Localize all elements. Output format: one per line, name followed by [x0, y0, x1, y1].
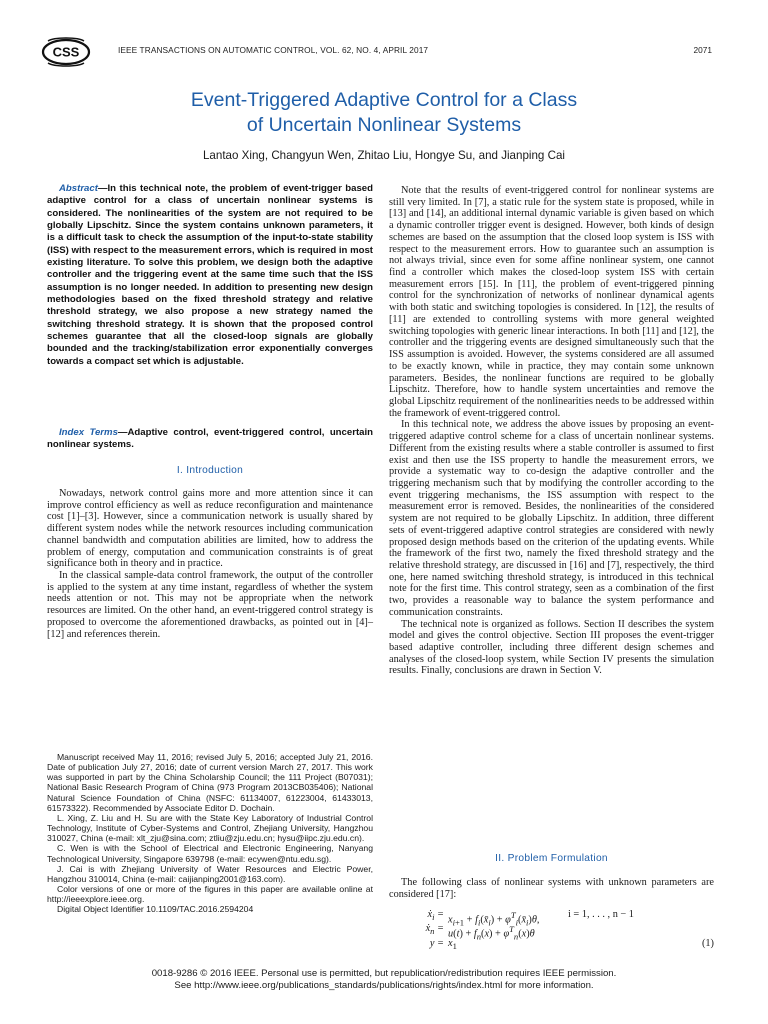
- footnote-paragraph: C. Wen is with the School of Electrical and Electronic Engineering, Nanyang Technological University, Singapore 639798 (e-mail: ecywen@ntu.edu.sg).: [47, 843, 373, 864]
- css-society-logo: [40, 37, 92, 67]
- intro-paragraph: Nowadays, network control gains more and more attention since it can improve control efficiency as well as reduce reconfiguration and maintenance cost [1]–[3]. However, since a communication network is usually shared by different system nodes while the network resources including communication channel bandwidth and computation abilities are limited, how to address the problem of energy, computation and communication constraints is of great significance both in theory and in practice.: [47, 488, 373, 570]
- intro-paragraph: In the classical sample-data control framework, the output of the controller is applied to the system at any time instant, regardless of whether the system needs attention or not. This may not be appropriate when the network resources are limited. On the other hand, an event-triggered control strategy is proposed to overcome the aforementioned drawbacks, as pointed out in [4]–[12] and references therein.: [47, 570, 373, 640]
- page-number: 2071: [693, 45, 712, 55]
- body-paragraph: In this technical note, we address the above issues by proposing an event-triggered adaptive control scheme for a class of uncertain nonlinear systems. Different from the existing results where a stable controller is assumed to first exist and then use the ISS property to handle the measurement errors, we provide a systematic way to co-design the adaptive controller and the triggering mechanism such that by modifying the controller according to the event triggering mechanisms, the ISS assumption with respect to the measurement error is removed. Besides, the nonlinearities of the considered system are not required to be globally Lipschitz. In addition, three different sets of event-triggered adaptive control strategies are considered with newly proposed design methods based on the criterion of the updating events. While the framework of the first two, namely the fixed threshold strategy and the relative threshold strategy, are discussed in [16] and [7], respectively, the third one, here named switching threshold strategy, is introduced in this technical note for the first time. This control strategy, seen as a combination of the first two, provides a reasonable way to balance the system performance and communication constraints.: [389, 419, 714, 618]
- index-terms: [47, 427, 373, 452]
- section-heading-introduction: I. Introduction: [176, 465, 244, 476]
- equation-line: ẋ$_n$ = $u(t) + f_n(x) + \varphi^T_n(x)\theta$: [425, 923, 535, 942]
- index-terms-label: Index Terms: [59, 427, 118, 438]
- problem-formulation-intro: [389, 877, 714, 900]
- footnote-paragraph: Manuscript received May 11, 2016; revised July 5, 2016; accepted July 21, 2016. Date of publication July 27, 2016; date of current version March 27, 2017. This work was supported in part by the China Scholarship Council; the 111 Project (B07031); National Basic Research Program of China (973 Program 2013CB035406); National Natural Science Foundation of China (NSFC: 61134007, 61223004, 61433013, 61573322). Recommended by Associate Editor D. Dochain.: [47, 752, 373, 813]
- title-line-1: Event-Triggered Adaptive Control for a Class: [190, 89, 578, 111]
- first-page-footnote: [47, 752, 373, 915]
- body-paragraph: The technical note is organized as follows. Section II describes the system model and gives the control objective. Section III proposes the event-trigger based adaptive controller, including three different design schemes and analyses of the closed-loop system, while Section IV presents the simulation results. Finally, conclusions are drawn in Section V.: [389, 618, 714, 677]
- copyright-line: 0018-9286 © 2016 IEEE. Personal use is permitted, but republication/redistribution requires IEEE permission.: [151, 968, 617, 979]
- right-column-body: [389, 185, 714, 677]
- equation-line: ẋ$_i$ = $x_{i+1}$ + $f_i(x̄_i)$ + $\varphi^T_i(x̄_i)\theta$, i = 1, . . . , n − 1: [427, 909, 634, 928]
- equation-1: [389, 908, 714, 951]
- footnote-paragraph: Color versions of one or more of the figures in this paper are available online at http://ieeexplore.ieee.org.: [47, 884, 373, 905]
- body-paragraph: Note that the results of event-triggered control for nonlinear systems are still very limited. In [7], a static rule for the system state is proposed, while in [13] and [14], an additional internal dynamic variable is given based on which a dynamic controller trigger event is designed. However, both kinds of design schemes are based on the assumption that the closed loop system is ISS with respect to the measurement errors. How to guarantee such an assumption is not always trivial, since even for some affine nonlinear system, one cannot find a controller which makes the closed-loop system ISS with certain measurement errors [15]. In [11], the problem of event-triggered pinning control for the synchronization of networks of nonlinear dynamical agents with both static and switching topologies is considered. In [12], the results of [11] are extended to controlling systems with more general weighted switching topologies with generic linear interactions. In both [11] and [12], the controller and the triggering events are designed simultaneously such that the ISS assumption is avoided. However, the systems considered are all assumed to be exactly known, while in practice, they may contain some unknown parameters. Besides, the nonlinear functions are required to be globally Lipschitz. Therefore, how to handle system uncertainties and remove the global Lipschitz requirement of the nonlinearities needs to be addressed within the framework of event-triggered control.: [389, 185, 714, 419]
- author-list: Lantao Xing, Changyun Wen, Zhitao Liu, Hongye Su, and Jianping Cai: [202, 149, 565, 162]
- svg-text:CSS: CSS: [52, 44, 80, 60]
- paper-title: [0, 88, 768, 138]
- copyright-notice: [0, 968, 768, 993]
- running-head: IEEE TRANSACTIONS ON AUTOMATIC CONTROL, VOL. 62, NO. 4, APRIL 2017: [118, 45, 429, 55]
- equation-number: (1): [701, 937, 714, 949]
- title-line-2: of Uncertain Nonlinear Systems: [246, 114, 522, 136]
- abstract-text: —In this technical note, the problem of event-trigger based adaptive control for a class of uncertain nonlinear systems is considered. The nonlinearities of the system are not required to be globally Lipschitz. Since the system contains unknown parameters, it is a difficult task to check the assumption of the input-to-state stability (ISS) with respect to the measurement errors, which is required in most existing literature. To solve this problem, we design both the adaptive controller and the triggering event at the same time such that the ISS assumption is no longer needed. In addition to presenting new design methodologies based on the fixed threshold strategy and relative threshold strategy, we also propose a new strategy named the switching threshold strategy. It is shown that the proposed control schemes guarantee that all the closed-loop signals are globally bounded and the tracking/stabilization error exponentially converges towards a compact set which is adjustable.: [47, 183, 373, 367]
- introduction-body: [47, 488, 373, 640]
- abstract: [47, 183, 373, 368]
- abstract-label: Abstract: [59, 183, 98, 194]
- footnote-paragraph: J. Cai is with Zhejiang University of Water Resources and Electric Power, Hangzhou 310014, China (e-mail: caijianping2001@163.com).: [47, 863, 373, 884]
- body-paragraph: The following class of nonlinear systems with unknown parameters are considered [17]:: [389, 877, 714, 900]
- footnote-paragraph: Digital Object Identifier 10.1109/TAC.2016.2594204: [57, 904, 254, 915]
- section-heading-problem-formulation: II. Problem Formulation: [495, 853, 608, 864]
- equation-condition: i = 1, . . . , n − 1: [568, 909, 634, 920]
- copyright-link-line[interactable]: See http://www.ieee.org/publications_standards/publications/rights/index.html for more information.: [174, 980, 594, 992]
- index-terms-text: —Adaptive control, event-triggered control, uncertain nonlinear systems.: [47, 427, 373, 451]
- equation-line: y = $x_1$ (1): [429, 937, 714, 951]
- footnote-paragraph: L. Xing, Z. Liu and H. Su are with the State Key Laboratory of Industrial Control Technology, Institute of Cyber-Systems and Control, Zhejiang University, Hangzhou 310027, China (e-mail: xlt_zju@sina.com; ztliu@zju.edu.cn; hysu@iipc.zju.edu.cn).: [47, 812, 373, 844]
